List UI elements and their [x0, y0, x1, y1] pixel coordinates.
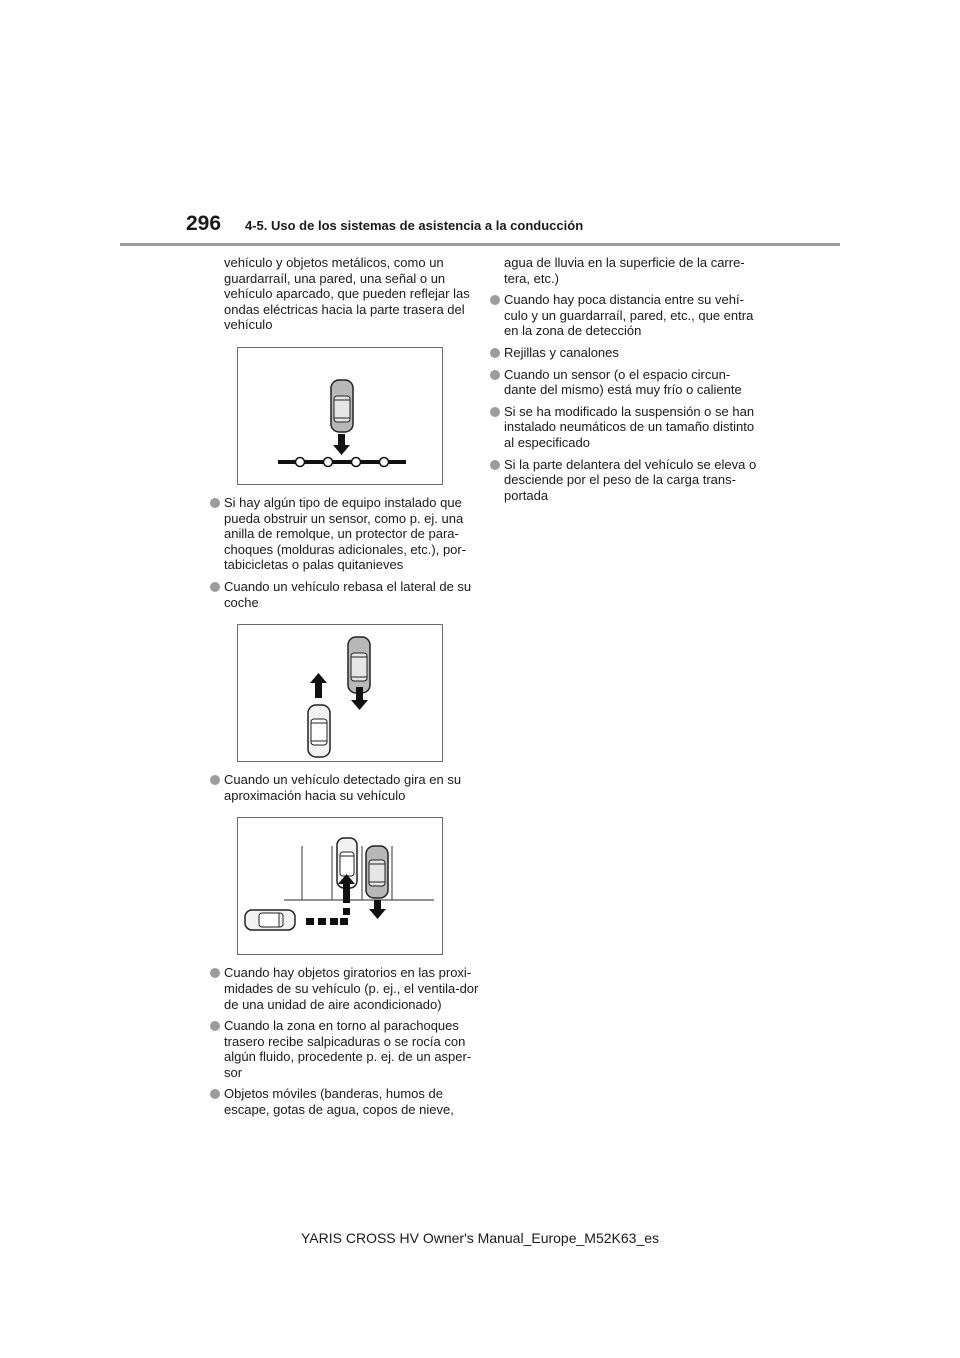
dashed-path-icon: [306, 908, 350, 925]
list-item: [490, 457, 760, 504]
page-number: 296: [186, 212, 222, 235]
bullet-text: Cuando hay poca distancia entre su vehí-culo y un guardarraíl, pared, etc., que entra en la zona de detección: [504, 292, 754, 339]
list-item: [210, 1018, 480, 1080]
bullet-text: Objetos móviles (banderas, humos de escape, gotas de agua, copos de nieve,: [224, 1086, 454, 1118]
bullet-icon: [490, 348, 500, 358]
list-item: [210, 495, 480, 573]
list-item: [490, 404, 760, 451]
continuation-paragraph: agua de lluvia en la superficie de la carre-tera, etc.): [504, 255, 745, 286]
bullet-text: Si se ha modificado la suspensión o se han instalado neumáticos de un tamaño distinto al especificado: [504, 403, 755, 450]
bullet-icon: [490, 460, 500, 470]
bullet-text: Cuando un vehículo detectado gira en su aproximación hacia su vehículo: [224, 772, 462, 803]
bullet-text: Si la parte delantera del vehículo se eleva o desciende por el peso de la carga trans-portada: [504, 456, 757, 503]
section-title: 4-5. Uso de los sistemas de asistencia a la conducción: [245, 218, 584, 233]
bullet-icon: [210, 582, 220, 592]
list-item: [490, 367, 760, 398]
bullet-text: Si hay algún tipo de equipo instalado que pueda obstruir un sensor, como p. ej. una anilla de remolque, un protector de para-choques (molduras adicionales, etc.), por-tabicicletas o palas quitanieves: [224, 494, 467, 573]
list-item: [210, 579, 480, 610]
list-item: [210, 772, 480, 803]
intro-paragraph: vehículo y objetos metálicos, como un guardarraíl, una pared, una señal o un vehículo aparcado, que pueden reflejar las ondas eléctricas hacia la parte trasera del vehículo: [224, 255, 470, 333]
bullet-icon: [210, 498, 220, 508]
bullet-icon: [210, 1089, 220, 1099]
figure-guardrail-reflection: [237, 347, 443, 485]
figure-turning-vehicle: [237, 817, 443, 955]
guardrail-icon: [278, 457, 406, 466]
car-icon: [331, 380, 353, 432]
bullet-text: Cuando hay objetos giratorios en las proxi-midades de su vehículo (p. ej., el ventila-dor de una unidad de aire acondicionado): [224, 965, 479, 1012]
bullet-text: Rejillas y canalones: [504, 344, 619, 360]
bullet-icon: [490, 370, 500, 380]
car-icon: [366, 846, 388, 898]
footer-text: YARIS CROSS HV Owner's Manual_Europe_M52K63_es: [300, 1230, 660, 1246]
bullet-text: Cuando la zona en torno al parachoques trasero recibe salpicaduras o se rocía con algún fluido, procedente p. ej. de un asper-sor: [224, 1018, 472, 1080]
bullet-icon: [210, 968, 220, 978]
car-icon: [348, 637, 370, 693]
list-item: [490, 292, 760, 339]
left-column: [210, 255, 480, 1124]
car-icon: [245, 910, 295, 930]
list-item: [210, 1086, 480, 1117]
figure-passing-vehicle: [237, 624, 443, 762]
list-item: [490, 345, 760, 361]
arrow-down-icon: [333, 434, 350, 455]
car-icon: [308, 705, 330, 757]
list-item: [210, 965, 480, 1012]
bullet-icon: [210, 1021, 220, 1031]
bullet-icon: [210, 775, 220, 785]
bullet-text: Cuando un sensor (o el espacio circun-dante del mismo) está muy frío o caliente: [504, 366, 742, 398]
arrow-up-icon: [310, 673, 327, 698]
bullet-icon: [490, 295, 500, 305]
parking-lines-icon: [284, 846, 434, 900]
bullet-text: Cuando un vehículo rebasa el lateral de su coche: [224, 578, 472, 610]
bullet-icon: [490, 407, 500, 417]
arrow-down-icon: [369, 900, 386, 919]
header-rule: [120, 243, 840, 246]
right-column: [490, 255, 760, 509]
